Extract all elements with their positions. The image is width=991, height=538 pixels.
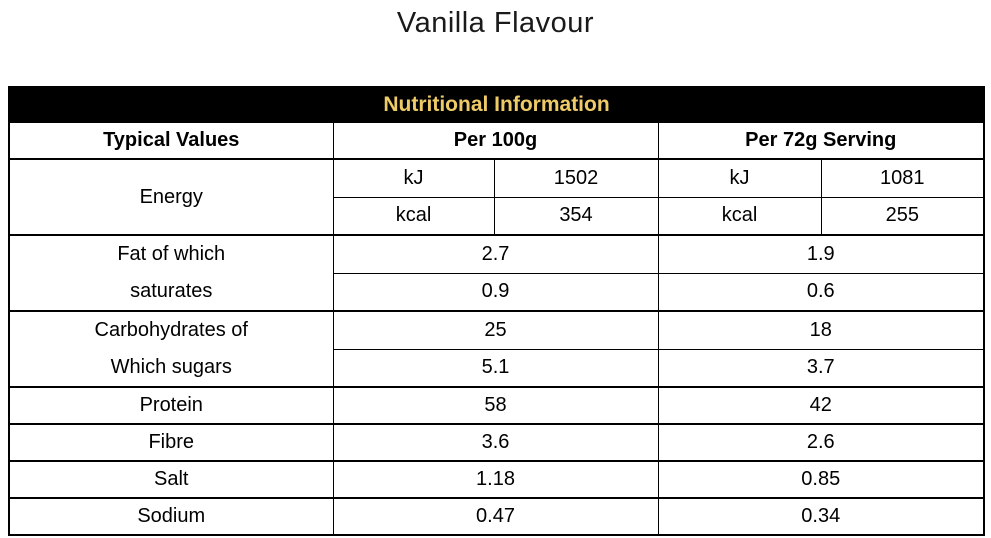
cell-energy-value-serving-kj: 1081 bbox=[821, 159, 984, 197]
row-fat bbox=[9, 235, 984, 273]
col-header-per-serving: Per 72g Serving bbox=[658, 122, 984, 159]
cell-energy-value-100g-kcal: 354 bbox=[494, 197, 658, 235]
row-protein bbox=[9, 387, 984, 424]
cell-carbohydrates-serving: 18 bbox=[658, 311, 984, 349]
cell-fat-100g: 2.7 bbox=[333, 235, 658, 273]
row-label-protein: Protein bbox=[9, 387, 333, 424]
cell-sodium-100g: 0.47 bbox=[333, 498, 658, 535]
cell-protein-100g: 58 bbox=[333, 387, 658, 424]
cell-fat-serving: 1.9 bbox=[658, 235, 984, 273]
row-label-fibre: Fibre bbox=[9, 424, 333, 461]
cell-energy-value-serving-kcal: 255 bbox=[821, 197, 984, 235]
table-header-row bbox=[9, 87, 984, 122]
row-energy-kj bbox=[9, 159, 984, 197]
cell-sugars-100g: 5.1 bbox=[333, 349, 658, 387]
row-label-sodium: Sodium bbox=[9, 498, 333, 535]
row-sodium bbox=[9, 498, 984, 535]
cell-sugars-serving: 3.7 bbox=[658, 349, 984, 387]
row-fibre bbox=[9, 424, 984, 461]
col-header-per-100g: Per 100g bbox=[333, 122, 658, 159]
row-label-carbohydrates-line1: Carbohydrates of bbox=[94, 319, 248, 341]
cell-sodium-serving: 0.34 bbox=[658, 498, 984, 535]
row-salt bbox=[9, 461, 984, 498]
row-label-carbohydrates bbox=[9, 311, 333, 387]
cell-salt-100g: 1.18 bbox=[333, 461, 658, 498]
col-header-typical-values: Typical Values bbox=[9, 122, 333, 159]
cell-carbohydrates-100g: 25 bbox=[333, 311, 658, 349]
table-title: Nutritional Information bbox=[9, 87, 984, 122]
cell-energy-unit-serving-kcal: kcal bbox=[658, 197, 821, 235]
cell-protein-serving: 42 bbox=[658, 387, 984, 424]
cell-energy-value-100g-kj: 1502 bbox=[494, 159, 658, 197]
row-label-energy: Energy bbox=[9, 159, 333, 235]
cell-fibre-serving: 2.6 bbox=[658, 424, 984, 461]
row-label-salt: Salt bbox=[9, 461, 333, 498]
cell-energy-unit-100g-kj: kJ bbox=[333, 159, 494, 197]
column-header-row bbox=[9, 122, 984, 159]
row-label-fat-line2: saturates bbox=[130, 280, 213, 302]
row-label-carbohydrates-line2: Which sugars bbox=[110, 356, 232, 378]
row-carbohydrates bbox=[9, 311, 984, 349]
cell-energy-unit-serving-kj: kJ bbox=[658, 159, 821, 197]
cell-fibre-100g: 3.6 bbox=[333, 424, 658, 461]
row-label-fat-line1: Fat of which bbox=[117, 243, 226, 265]
page-title: Vanilla Flavour bbox=[396, 7, 595, 39]
cell-saturates-100g: 0.9 bbox=[333, 273, 658, 311]
cell-energy-unit-100g-kcal: kcal bbox=[333, 197, 494, 235]
cell-saturates-serving: 0.6 bbox=[658, 273, 984, 311]
nutrition-table bbox=[8, 86, 985, 536]
row-label-fat bbox=[9, 235, 333, 311]
cell-salt-serving: 0.85 bbox=[658, 461, 984, 498]
